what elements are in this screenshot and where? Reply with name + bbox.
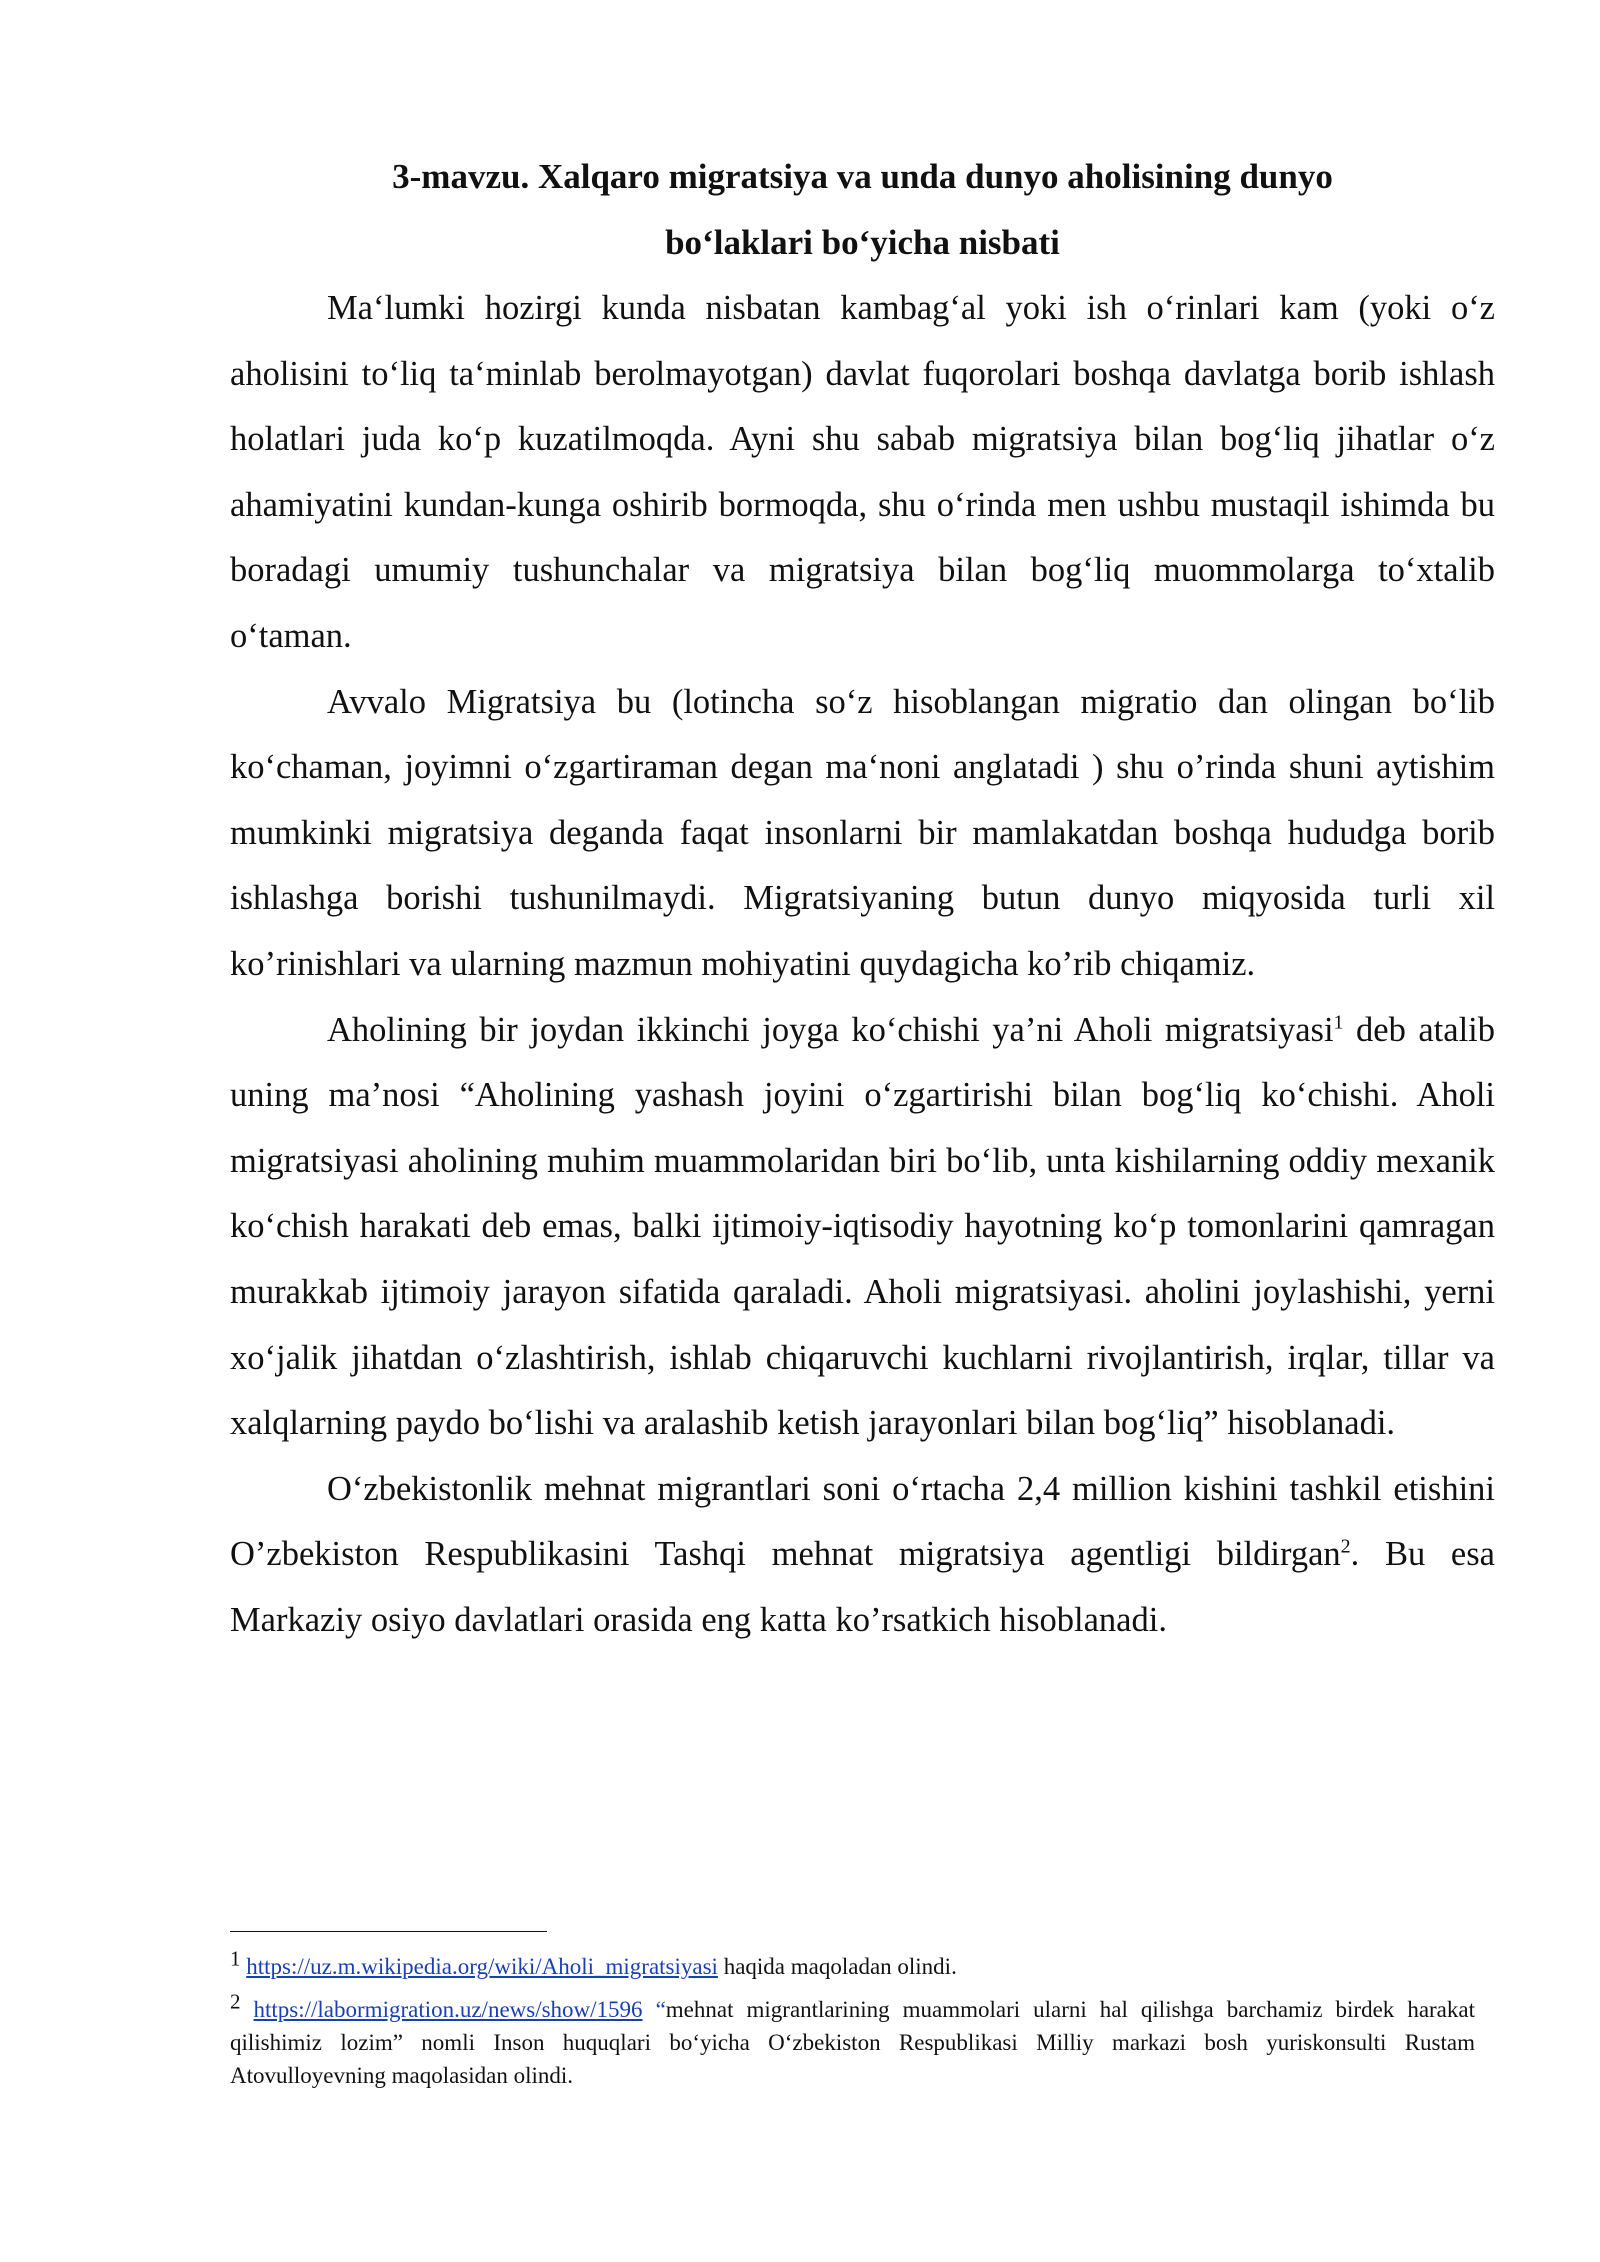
heading-line-2: bo‘laklari bo‘yicha nisbati (665, 223, 1060, 262)
paragraph-4 (230, 1457, 1495, 1654)
footnote-1 (230, 1946, 1475, 1983)
document-body (230, 276, 1495, 1653)
paragraph-4-text-a: O‘zbekistonlik mehnat migrantlari soni o‘rtacha 2,4 million kishini tashkil etishini O’zbekiston Respublikasini Tashqi mehnat migratsiya agentligi bildirgan (230, 1469, 1495, 1574)
paragraph-3-text-a: Aholining bir joydan ikkinchi joyga ko‘chishi ya’ni Aholi migratsiyasi (327, 1010, 1334, 1049)
footnote-2-link[interactable]: https://labormigration.uz/news/show/1596 (253, 1997, 643, 2022)
footnote-1-number: 1 (230, 1946, 241, 1971)
footnote-1-text: haqida maqoladan olindi. (717, 1954, 957, 1979)
paragraph-1: Ma‘lumki hozirgi kunda nisbatan kambag‘al yoki ish o‘rinlari kam (yoki o‘z aholisini to‘liq ta‘minlab berolmayotgan) davlat fuqorolari boshqa davlatga borib ishlash holatlari juda ko‘p kuzatilmoqda. Ayni shu sabab migratsiya bilan bog‘liq jihatlar o‘z ahamiyatini kundan-kunga oshirib bormoqda, shu o‘rinda men ushbu mustaqil ishimda bu boradagi umumiy tushunchalar va migratsiya bilan bog‘liq muommolarga to‘xtalib o‘taman. (230, 289, 1495, 655)
footnote-ref-1[interactable]: 1 (1333, 1011, 1344, 1034)
footnote-2 (230, 1989, 1475, 2092)
footnote-ref-2[interactable]: 2 (1340, 1535, 1351, 1558)
footnote-separator (230, 1931, 547, 1932)
heading-line-1: 3-mavzu. Xalqaro migratsiya va unda dunyo aholisining dunyo (392, 157, 1333, 196)
footnote-2-text: mehnat migrantlarining muammolari ularni hal qilishga barchamiz birdek harakat qilishimiz lozim” nomli Inson huquqlari bo‘yicha O‘zbekiston Respublikasi Milliy markazi bosh yuriskonsulti Rustam Atovulloyevning maqolasidan olindi. (230, 1997, 1475, 2088)
paragraph-4-text-b: . Bu esa Markaziy osiyo davlatlari orasida eng katta ko’rsatkich hisoblanadi. (230, 1535, 1495, 1639)
footnote-2-number: 2 (230, 1989, 241, 2014)
footnote-1-link[interactable]: https://uz.m.wikipedia.org/wiki/Aholi_migratsiyasi (246, 1954, 718, 1979)
footnote-2-open-quote: “ (655, 1997, 666, 2022)
paragraph-2: Avvalo Migratsiya bu (lotincha so‘z hisoblangan migratio dan olingan bo‘lib ko‘chaman, joyimni o‘zgartiraman degan ma‘noni anglatadi ) shu o’rinda shuni aytishim mumkinki migratsiya deganda faqat insonlarni bir mamlakatdan boshqa hududga borib ishlashga borishi tushunilmaydi. Migratsiyaning butun dunyo miqyosida turli xil ko’rinishlari va ularning mazmun mohiyatini quydagicha ko’rib chiqamiz. (230, 682, 1495, 983)
paragraph-3-text-b: deb atalib uning ma’nosi “Aholining yashash joyini o‘zgartirishi bilan bog‘liq ko‘chishi. Aholi migratsiyasi aholining muhim muammolaridan biri bo‘lib, unta kishilarning oddiy mexanik ko‘chish harakati deb emas, balki ijtimoiy-iqtisodiy hayotning ko‘p tomonlarini qamragan murakkab ijtimoiy jarayon sifatida qaraladi. Aholi migratsiyasi. aholini joylashishi, yerni xo‘jalik jihatdan o‘zlashtirish, ishlab chiqaruvchi kuchlarni rivojlantirish, irqlar, tillar va xalqlarning paydo bo‘lishi va aralashib ketish jarayonlari bilan bog‘liq” hisoblanadi. (230, 1010, 1495, 1443)
paragraph-3 (230, 998, 1495, 1457)
